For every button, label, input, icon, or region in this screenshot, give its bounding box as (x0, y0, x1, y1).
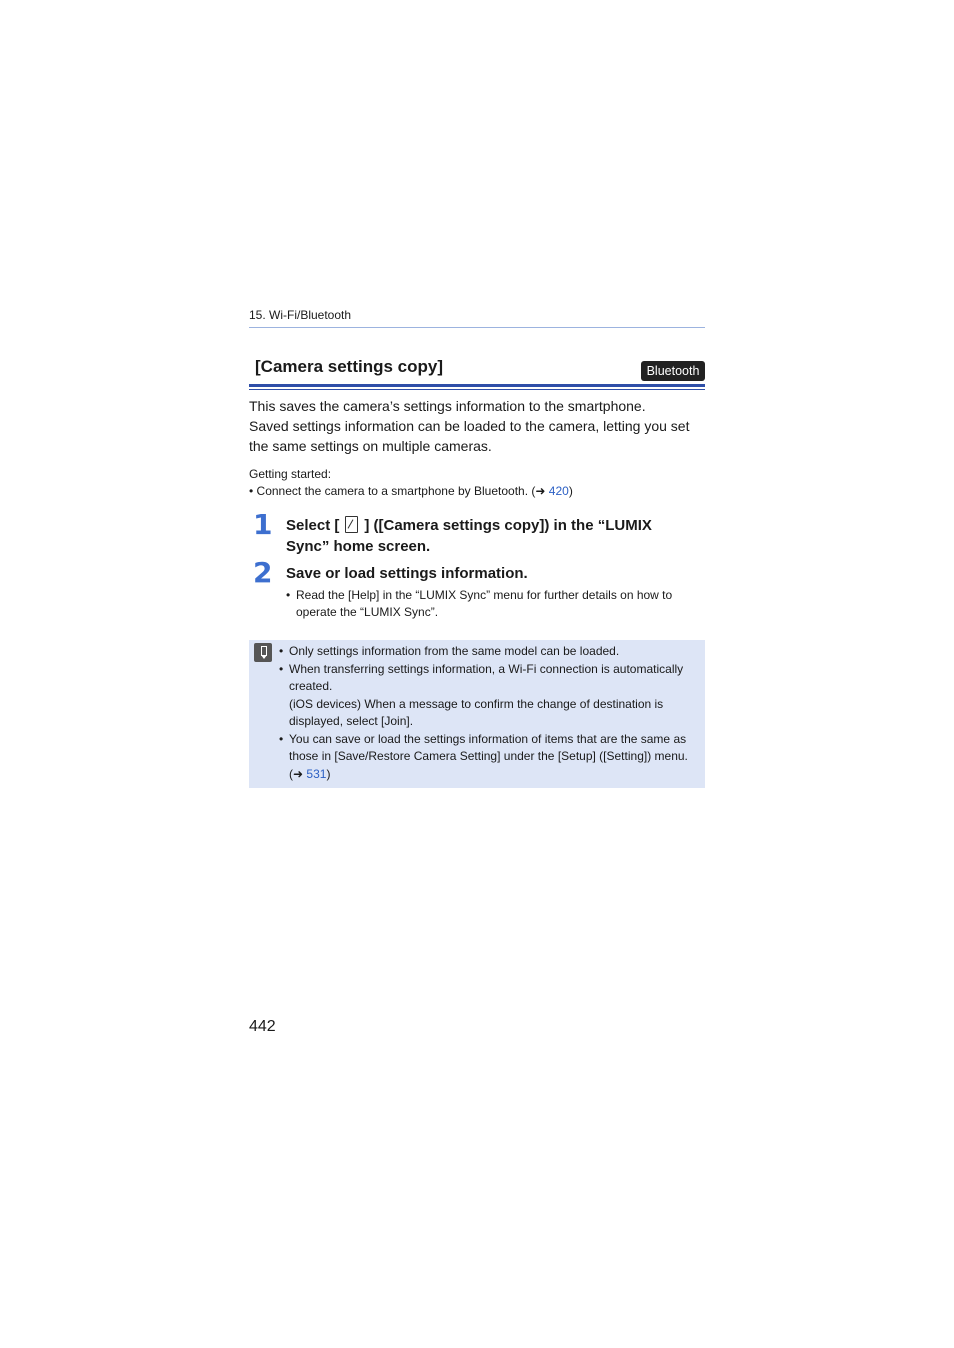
arrow-icon: ➜ (535, 484, 546, 498)
chapter-label: 15. Wi-Fi/Bluetooth (249, 308, 352, 322)
bullet: • (279, 644, 284, 658)
note-text-1: Only settings information from the same model can be loaded. (289, 644, 620, 658)
page-link-420[interactable]: 420 (548, 484, 569, 498)
page-link-531[interactable]: 531 (306, 766, 327, 781)
bullet: • (279, 731, 284, 746)
note-text-4: You can save or load the settings information of items that are the same as those in [Save/Restore Camera Setting] under the [Setup] ([Setting]) menu. ( (289, 731, 688, 781)
note-item (279, 731, 699, 784)
step-number-1: 1 (253, 508, 273, 541)
note-item-continuation (279, 696, 699, 731)
intro-text (249, 396, 709, 456)
bullet: • (286, 588, 291, 602)
paren-close: ) (568, 484, 573, 498)
paren-close: ) (326, 766, 331, 781)
intro-line-2: Saved settings information can be loaded to the camera, letting you set the same settings on multiple cameras. (249, 418, 690, 454)
arrow-icon: ➜ (293, 766, 304, 781)
note-item (279, 643, 699, 661)
step-2-subnote-text: Read the [Help] in the “LUMIX Sync” menu for further details on how to operate the “LUMIX Sync”. (296, 588, 673, 619)
step-number-2: 2 (253, 556, 273, 589)
note-text-2: When transferring settings information, a Wi-Fi connection is automatically created. (289, 661, 684, 693)
getting-started-label: Getting started: (249, 467, 332, 481)
header-divider (249, 327, 705, 328)
intro-line-1: This saves the camera’s settings information to the smartphone. (249, 398, 646, 414)
note-item (279, 661, 699, 696)
step-1-text-before: Select [ (286, 517, 340, 534)
title-divider-thin (249, 389, 705, 390)
page-number: 442 (249, 1018, 276, 1035)
step-1-text (286, 515, 686, 557)
notes-list (279, 643, 699, 783)
bluetooth-badge: Bluetooth (641, 361, 705, 381)
getting-started-text: Connect the camera to a smartphone by Bluetooth. ( (256, 484, 536, 498)
bullet: • (249, 484, 254, 498)
section-title: [Camera settings copy] (255, 357, 443, 376)
step-2-subnote (286, 587, 686, 621)
memo-icon (254, 643, 272, 662)
step-2-text: Save or load settings information. (286, 565, 528, 582)
settings-copy-icon (345, 516, 358, 533)
note-text-3: (iOS devices) When a message to confirm the change of destination is displayed, select [Join]. (289, 696, 664, 728)
step-2-subnote-item (286, 587, 686, 621)
title-divider-thick (249, 384, 705, 387)
getting-started-item (249, 484, 573, 498)
step-1-text-after: ] ([Camera settings copy]) in the “LUMIX Sync” home screen. (286, 517, 652, 555)
bullet: • (279, 661, 284, 676)
